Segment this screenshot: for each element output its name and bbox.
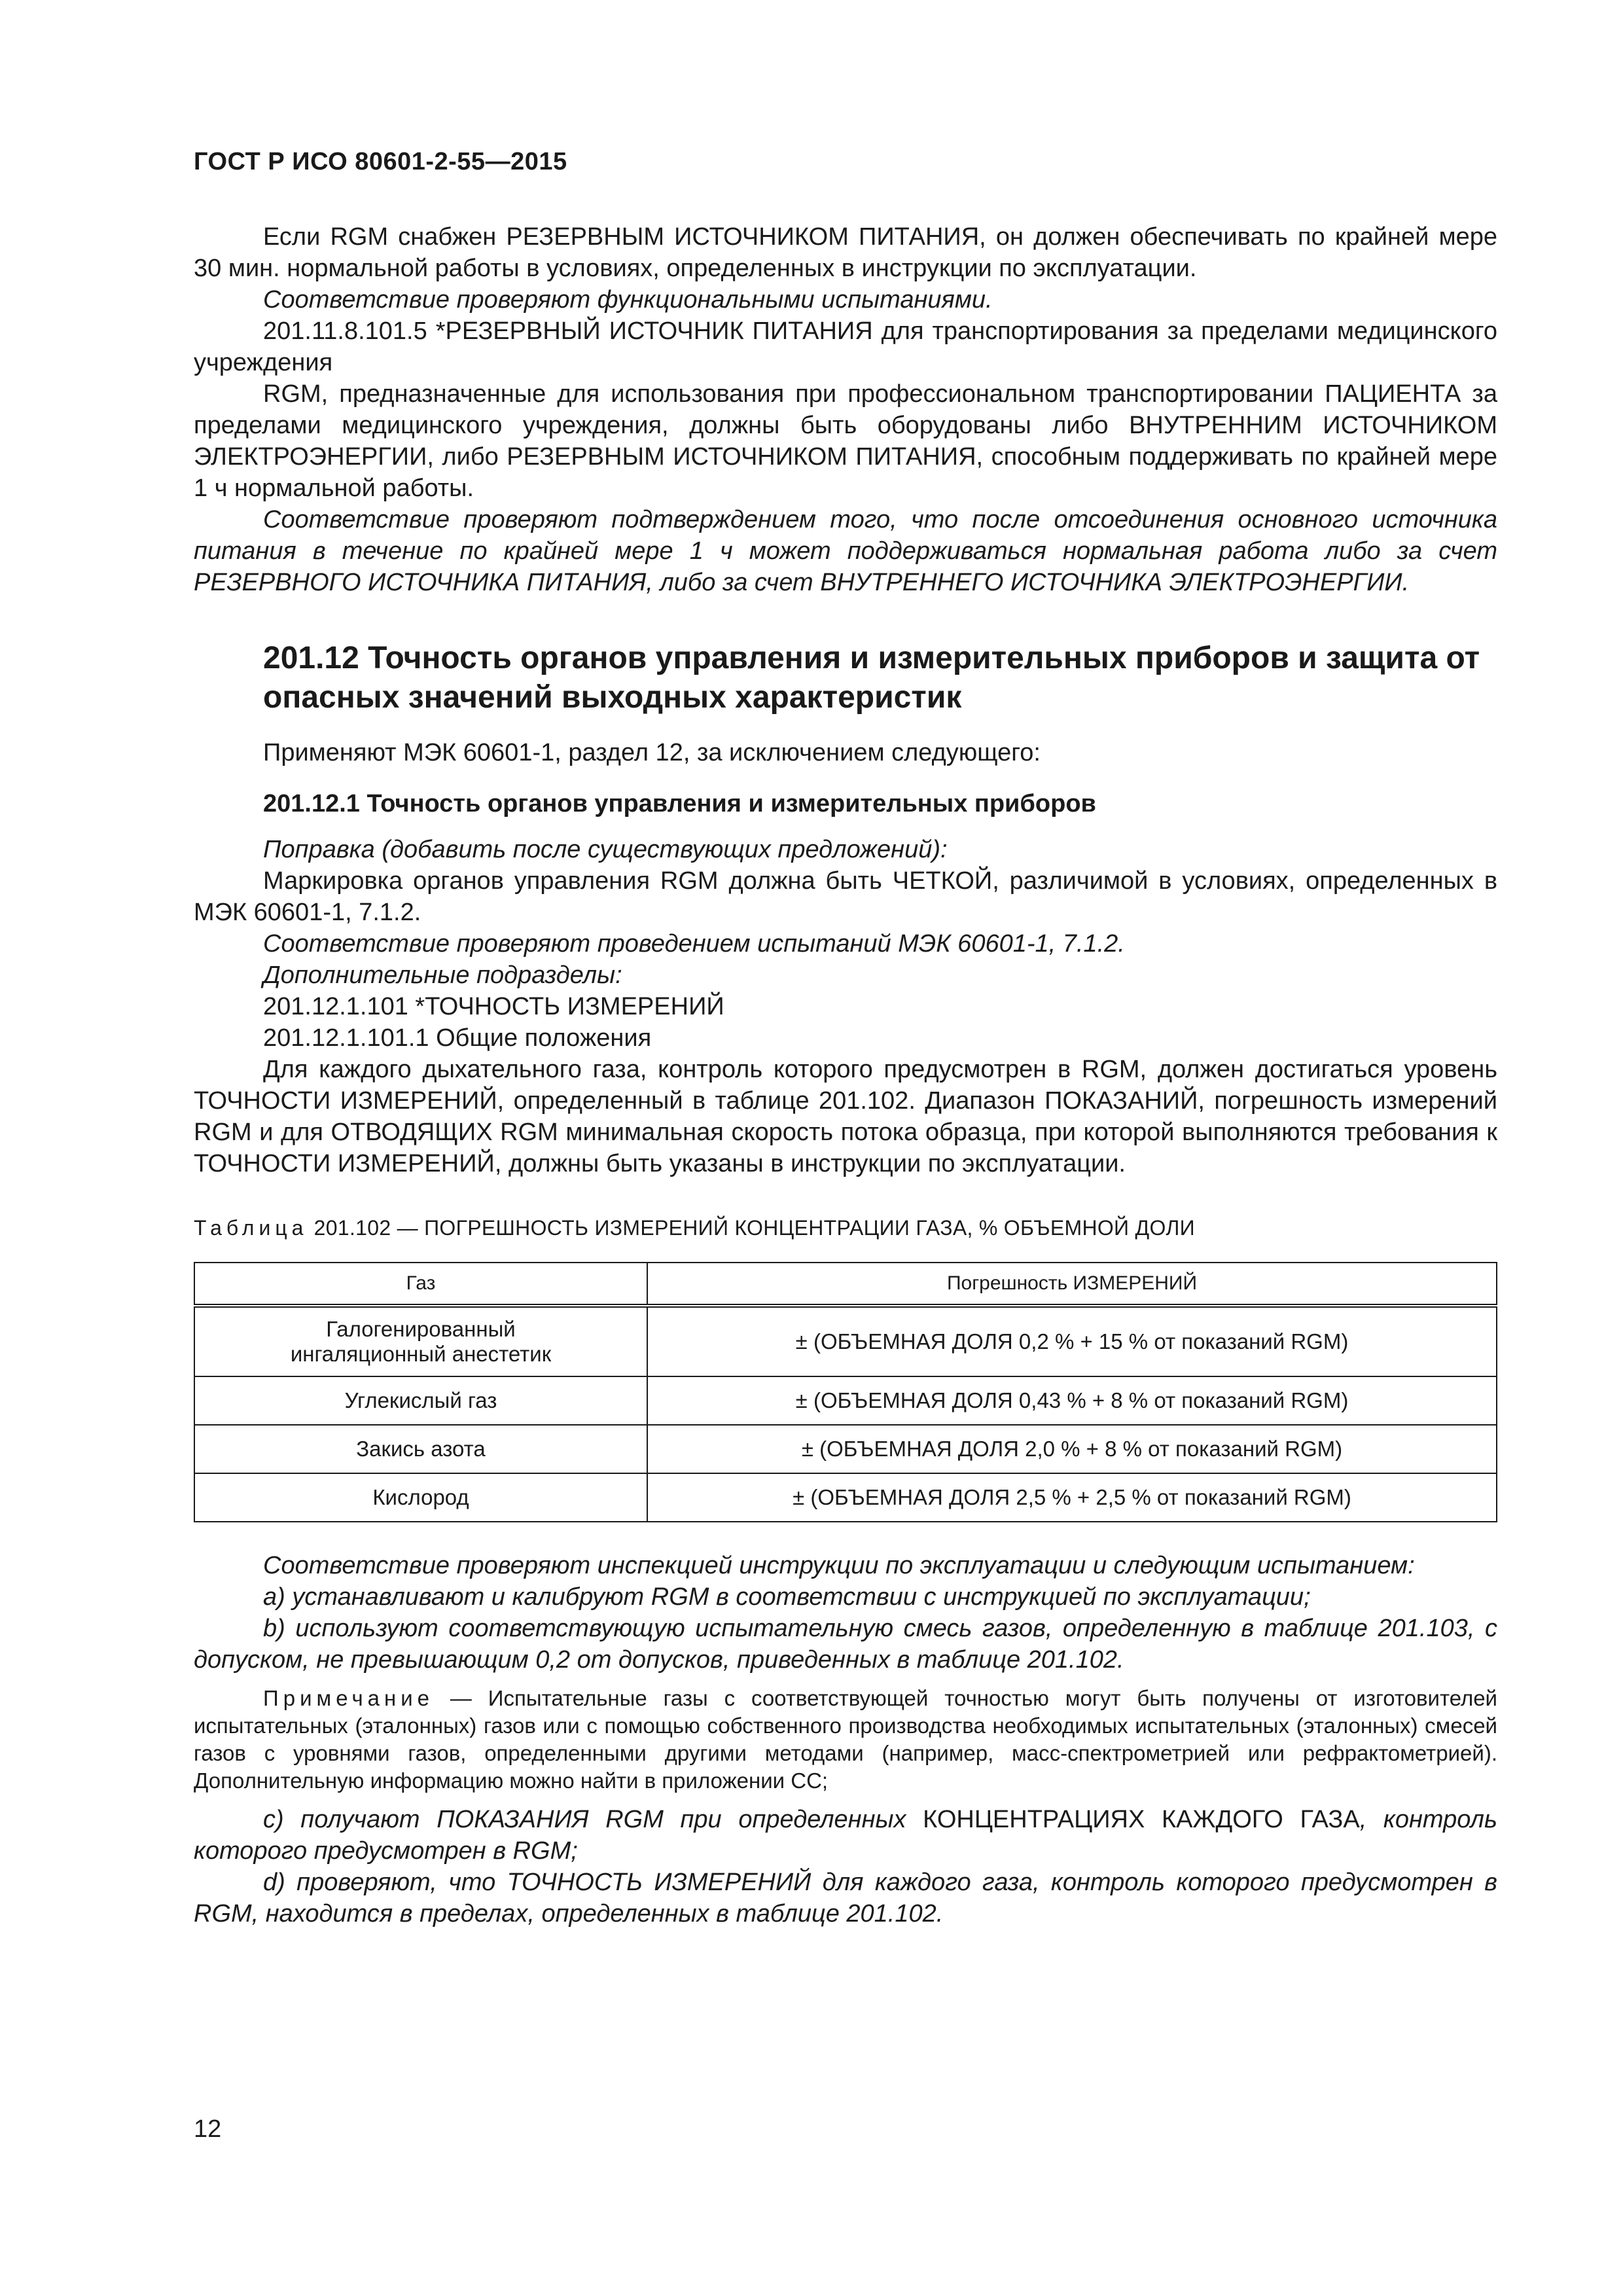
test-step-c-part2: КОНЦЕНТРАЦИЯХ КАЖДОГО ГАЗА xyxy=(923,1806,1360,1833)
table-row xyxy=(194,1306,1497,1376)
table-cell-gas: Закись азота xyxy=(194,1425,647,1473)
accuracy-table xyxy=(194,1262,1497,1522)
table-row xyxy=(194,1473,1497,1522)
note-label: Примечание xyxy=(263,1686,435,1710)
test-step-c-part3: , контроль которого предусмотрен в RGM; xyxy=(194,1806,1497,1865)
compliance-transport-power: Соответствие проверяют подтверждением того, что после отсоединения основного источника питания в течение по крайней мере 1 ч может поддерживаться нормальная работа либо за счет РЕЗЕРВНОГО ИСТОЧНИКА ПИТАНИЯ, либо за счет ВНУТРЕННЕГО ИСТОЧНИКА ЭЛЕКТРОЭНЕРГИИ. xyxy=(194,506,1497,596)
table-caption-title: 201.102 — ПОГРЕШНОСТЬ ИЗМЕРЕНИЙ КОНЦЕНТРАЦИИ ГАЗА, % ОБЪЕМНОЙ ДОЛИ xyxy=(313,1216,1195,1240)
note-paragraph xyxy=(194,1685,1497,1795)
table-cell-gas: Кислород xyxy=(194,1473,647,1522)
section-heading-201-12: 201.12 Точность органов управления и измерительных приборов и защита от опасных значений выходных характеристик xyxy=(263,641,1480,715)
test-step-d: d) проверяют, что ТОЧНОСТЬ ИЗМЕРЕНИЙ для каждого газа, контроль которого предусмотрен в RGM, находится в пределах, определенных в таблице 201.102. xyxy=(194,1869,1497,1928)
table-cell-accuracy: ± (ОБЪЕМНАЯ ДОЛЯ 2,5 % + 2,5 % от показаний RGM) xyxy=(647,1473,1497,1522)
table-cell-accuracy: ± (ОБЪЕМНАЯ ДОЛЯ 2,0 % + 8 % от показаний RGM) xyxy=(647,1425,1497,1473)
compliance-marking: Соответствие проверяют проведением испытаний МЭК 60601-1, 7.1.2. xyxy=(263,930,1125,958)
amendment-note: Поправка (добавить после существующих предложений): xyxy=(263,836,948,863)
note-text: — Испытательные газы с соответствующей точностью могут быть получены от изготовителей испытательных (эталонных) газов или с помощью собственного производства необходимых испытательных (эталонных) смесей газов с уровнями газов, определенными другими методами (например, масс-спектрометрией или рефрактометрией). Дополнительную информацию можно найти в приложении СС; xyxy=(194,1686,1497,1793)
paragraph-intro: Применяют МЭК 60601-1, раздел 12, за исключением следующего: xyxy=(263,739,1041,766)
page-number: 12 xyxy=(194,2115,222,2143)
paragraph-transport-power: RGM, предназначенные для использования при профессиональном транспортировании ПАЦИЕНТА за пределами медицинского учреждения, должны быть оборудованы либо ВНУТРЕННИМ ИСТОЧНИКОМ ЭЛЕКТРОЭНЕРГИИ, либо РЕЗЕРВНЫМ ИСТОЧНИКОМ ПИТАНИЯ, способным поддерживать по крайней мере 1 ч нормальной работы. xyxy=(194,380,1497,502)
table-cell-gas: Углекислый газ xyxy=(194,1376,647,1425)
subsection-heading-201-12-1: 201.12.1 Точность органов управления и измерительных приборов xyxy=(263,790,1096,817)
compliance-functional-tests: Соответствие проверяют функциональными испытаниями. xyxy=(263,286,993,314)
clause-201-12-1-101-1: 201.12.1.101.1 Общие положения xyxy=(263,1024,652,1052)
document-header: ГОСТ Р ИСО 80601-2-55—2015 xyxy=(194,148,567,175)
table-header-gas: Газ xyxy=(194,1263,647,1306)
table-row xyxy=(194,1376,1497,1425)
test-step-b: b) используют соответствующую испытательную смесь газов, определенную в таблице 201.103, с допуском, не превышающим 0,2 от допусков, приведенных в таблице 201.102. xyxy=(194,1615,1497,1674)
test-step-c-part1: c) получают ПОКАЗАНИЯ RGM при определенных xyxy=(263,1806,923,1833)
table-caption-label: Таблица xyxy=(194,1216,308,1240)
table-header-accuracy: Погрешность ИЗМЕРЕНИЙ xyxy=(647,1263,1497,1306)
table-cell-gas: Галогенированный ингаляционный анестетик xyxy=(194,1306,647,1376)
table-row xyxy=(194,1425,1497,1473)
clause-201-11-8-101-5: 201.11.8.101.5 *РЕЗЕРВНЫЙ ИСТОЧНИК ПИТАНИЯ для транспортирования за пределами медицинского учреждения xyxy=(194,317,1497,376)
table-header-row xyxy=(194,1263,1497,1306)
document-body xyxy=(194,221,1497,1929)
additional-subclauses: Дополнительные подразделы: xyxy=(263,961,622,989)
table-caption xyxy=(194,1212,1497,1244)
paragraph-backup-power: Если RGM снабжен РЕЗЕРВНЫМ ИСТОЧНИКОМ ПИТАНИЯ, он должен обеспечивать по крайней мере 30 мин. нормальной работы в условиях, определенных в инструкции по эксплуатации. xyxy=(194,223,1497,282)
test-step-c xyxy=(194,1804,1497,1867)
compliance-inspection: Соответствие проверяют инспекцией инструкции по эксплуатации и следующим испытанием: xyxy=(263,1552,1415,1579)
paragraph-measurement-accuracy: Для каждого дыхательного газа, контроль которого предусмотрен в RGM, должен достигаться уровень ТОЧНОСТИ ИЗМЕРЕНИЙ, определенный в таблице 201.102. Диапазон ПОКАЗАНИЙ, погрешность измерений RGM и для ОТВОДЯЩИХ RGM минимальная скорость потока образца, при которой выполняются требования к ТОЧНОСТИ ИЗМЕРЕНИЙ, должны быть указаны в инструкции по эксплуатации. xyxy=(194,1056,1497,1177)
clause-201-12-1-101: 201.12.1.101 *ТОЧНОСТЬ ИЗМЕРЕНИЙ xyxy=(263,993,724,1020)
test-step-a: a) устанавливают и калибруют RGM в соответствии с инструкцией по эксплуатации; xyxy=(263,1583,1311,1611)
table-cell-accuracy: ± (ОБЪЕМНАЯ ДОЛЯ 0,2 % + 15 % от показаний RGM) xyxy=(647,1306,1497,1376)
paragraph-marking: Маркировка органов управления RGM должна быть ЧЕТКОЙ, различимой в условиях, определенных в МЭК 60601-1, 7.1.2. xyxy=(194,867,1497,926)
table-cell-accuracy: ± (ОБЪЕМНАЯ ДОЛЯ 0,43 % + 8 % от показаний RGM) xyxy=(647,1376,1497,1425)
